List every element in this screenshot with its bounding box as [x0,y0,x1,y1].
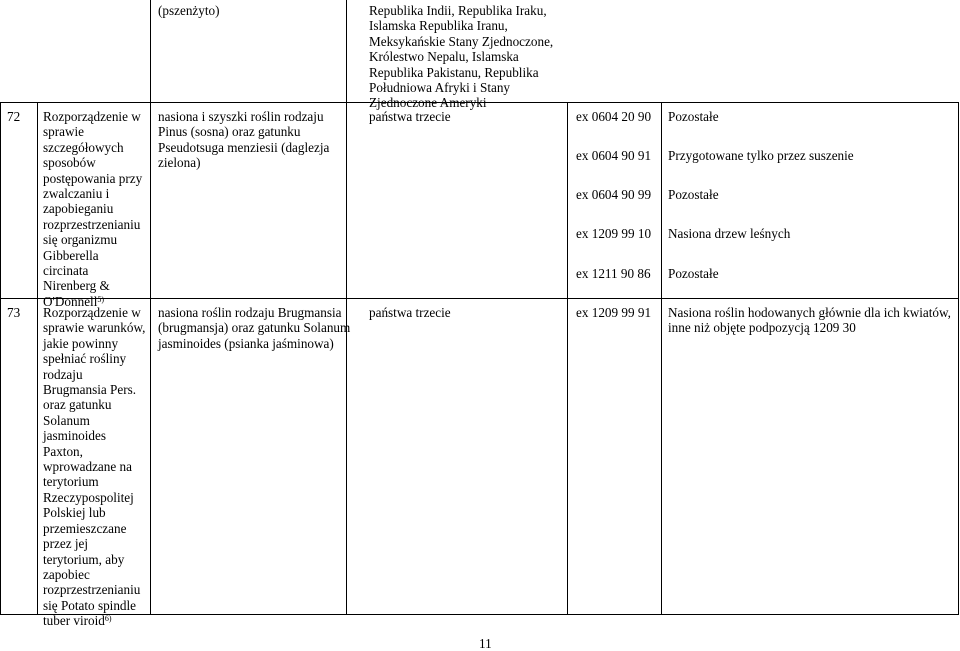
country-line: Islamska Republika Iranu, [369,18,508,34]
row-number-73: 73 [7,305,21,320]
regulation-line: terytorium, aby [43,551,125,567]
product-line: zielona) [158,155,201,171]
continued-product-note: (pszenżyto) [158,3,220,18]
regulation-72 [43,109,142,309]
cn-description: Pozostałe [668,266,719,281]
product-73 [158,305,350,351]
regulation-line: przez jej [43,536,89,552]
row-rule-middle [0,298,959,299]
product-line: nasiona roślin rodzaju Brugmansia [158,305,342,320]
country-line: Królestwo Nepalu, Islamska [369,49,519,65]
country-line: Południowa Afryki i Stany [369,80,511,96]
regulation-line: Brugmansia Pers. [43,382,137,398]
cn-code: ex 1211 90 86 [576,266,651,281]
cn-description: Pozostałe [668,109,719,124]
regulation-line: jakie powinny [43,335,119,351]
table-border-left [0,102,1,615]
regulation-line: rodzaju [43,366,83,382]
regulation-line: się organizmu [43,232,118,248]
regulation-line: Solanum [43,412,90,428]
regulation-line: Nirenberg & [43,278,110,294]
product-line: nasiona i szyszki roślin rodzaju [158,109,324,124]
column-divider-2 [150,0,151,615]
footnote-ref: 6) [104,614,112,624]
country-line: Meksykańskie Stany Zjednoczone, [369,33,554,49]
cn-code: ex 1209 99 10 [576,226,652,241]
regulation-line: rozprzestrzenianiu [43,582,141,598]
cn-code: ex 0604 20 90 [576,109,652,124]
column-divider-5 [661,102,662,615]
regulation-line: sprawie warunków, [43,320,146,336]
product-72 [158,109,329,171]
regulation-line: rozprzestrzenianiu [43,216,141,232]
country-line: Republika Indii, Republika Iraku, [369,3,547,18]
regulation-line: jasminoides [43,428,107,444]
regulation-line: Rzeczypospolitej [43,489,134,505]
cn-code: ex 0604 90 91 [576,148,652,163]
cn-description-line: inne niż objęte podpozycją 1209 30 [668,320,856,336]
regulation-line: wprowadzane na [43,459,132,475]
product-line: jasminoides (psianka jaśminowa) [158,335,334,351]
origin-73: państwa trzecie [369,305,451,320]
regulation-line: sprawie [43,124,85,140]
origin-72: państwa trzecie [369,109,451,124]
regulation-line: postępowania przy [43,170,143,186]
page-number: 11 [479,636,492,651]
product-line: (brugmansja) oraz gatunku Solanum [158,320,351,336]
cn-description: Przygotowane tylko przez suszenie [668,148,854,163]
regulation-line: sposobów [43,155,96,171]
regulation-line: Rozporządzenie w [43,305,141,320]
regulation-line: oraz gatunku [43,397,112,413]
regulation-line: terytorium [43,474,99,490]
cn-description-73 [668,305,951,336]
regulation-line: przemieszczane [43,520,127,536]
row-number-72: 72 [7,109,21,124]
column-divider-1 [37,102,38,615]
regulation-line: zapobieganiu [43,201,114,217]
regulation-text: O'Donnell [43,293,98,309]
regulation-line: szczegółowych [43,139,124,155]
regulation-73 [43,305,145,629]
cn-description-line: Nasiona roślin hodowanych głównie dla ich kwiatów, [668,305,951,320]
product-line: Pinus (sosna) oraz gatunku [158,124,301,140]
cn-description: Nasiona drzew leśnych [668,226,791,241]
footnote-ref: 5) [97,294,105,304]
country-line: Republika Pakistanu, Republika [369,64,539,80]
regulation-line: zwalczaniu i [43,186,110,202]
cn-description: Pozostałe [668,187,719,202]
regulation-line: Rozporządzenie w [43,109,141,124]
regulation-text: tuber viroid [43,613,105,629]
column-divider-4 [567,102,568,615]
regulation-line: Gibberella [43,247,99,263]
country-line: Zjednoczone Ameryki [369,95,487,111]
regulation-line: circinata [43,263,89,279]
regulation-line: Polskiej lub [43,505,106,521]
regulation-line: spełniać rośliny [43,351,127,367]
regulation-line: Paxton, [43,443,83,459]
cn-code: ex 1209 99 91 [576,305,652,320]
table-border-right [958,102,959,615]
product-line: Pseudotsuga menziesii (daglezja [158,139,330,155]
continued-countries [369,3,553,111]
cn-code: ex 0604 90 99 [576,187,652,202]
regulation-line: się Potato spindle [43,597,137,613]
regulation-line-footnoted [43,613,145,628]
regulation-line: zapobiec [43,566,90,582]
